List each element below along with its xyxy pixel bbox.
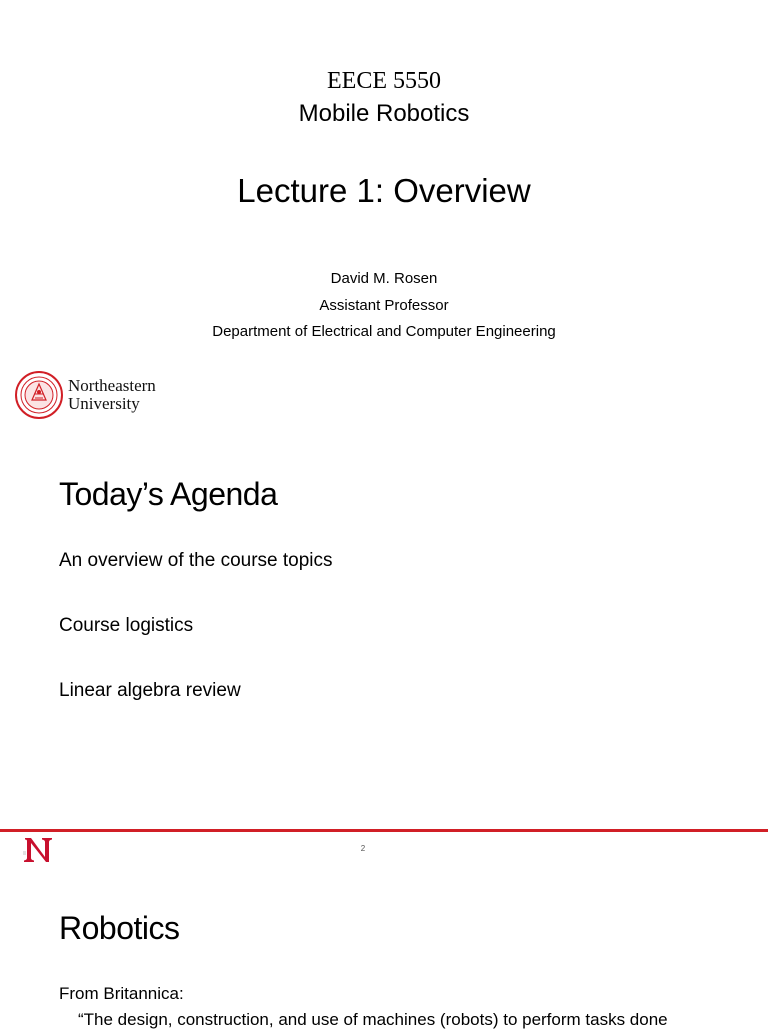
agenda-title: Today’s Agenda	[59, 476, 278, 512]
lecture-title: Lecture 1: Overview	[237, 172, 531, 209]
author-department: Department of Electrical and Computer Engineering	[212, 323, 556, 340]
robotics-title: Robotics	[59, 910, 180, 946]
course-code: EECE 5550	[327, 68, 441, 94]
author-role: Assistant Professor	[319, 297, 449, 314]
source-line: From Britannica:	[59, 984, 184, 1003]
university-seal-icon	[14, 370, 64, 420]
slide-footer-rule	[0, 829, 768, 832]
agenda-slide	[0, 440, 768, 832]
northeastern-logo	[14, 370, 156, 420]
logo-line-1: Northeastern	[68, 376, 156, 395]
agenda-item: Linear algebra review	[59, 680, 241, 701]
author-name: David M. Rosen	[330, 270, 438, 287]
robotics-slide	[0, 880, 768, 1029]
page-number: 2	[360, 844, 366, 853]
course-name: Mobile Robotics	[298, 100, 470, 127]
logo-line-2: University	[68, 394, 140, 413]
agenda-item: An overview of the course topics	[59, 550, 333, 571]
northeastern-n-icon	[22, 836, 54, 864]
title-slide	[0, 0, 768, 440]
definition-quote: “The design, construction, and use of machines (robots) to perform tasks done	[78, 1010, 668, 1029]
agenda-item: Course logistics	[59, 615, 194, 636]
